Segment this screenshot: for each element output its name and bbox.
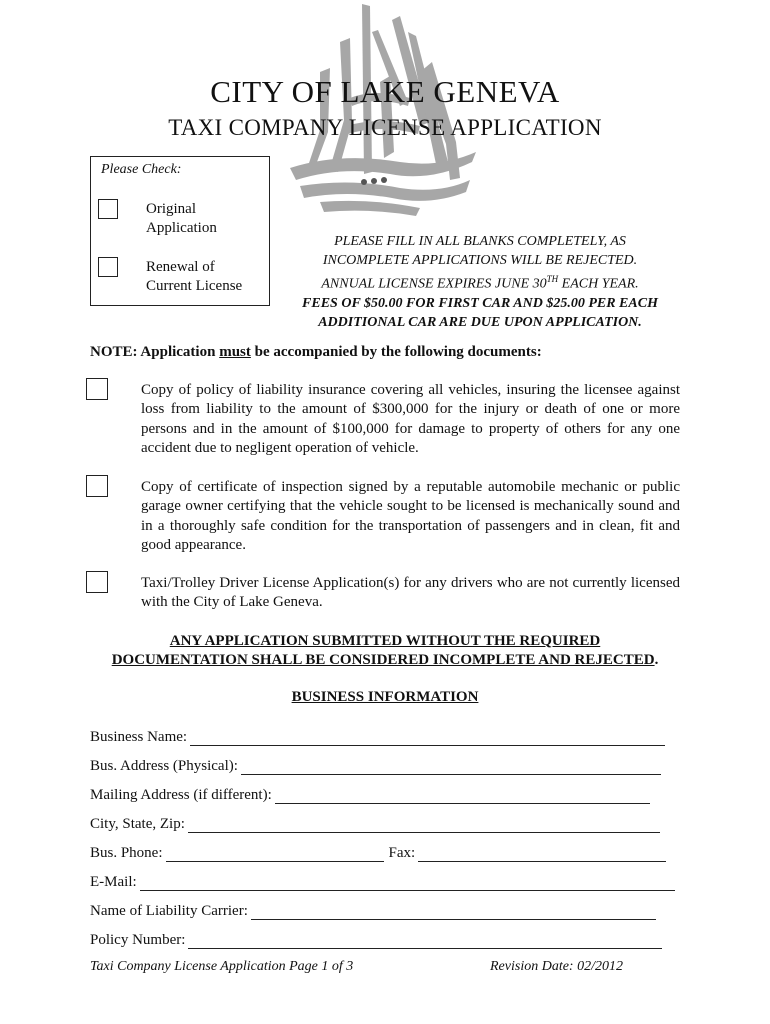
note-emphasis: must bbox=[219, 344, 251, 360]
email-row bbox=[90, 871, 675, 891]
renewal-label bbox=[146, 258, 242, 296]
notice-superscript: TH bbox=[546, 274, 559, 284]
option-line: Renewal of bbox=[146, 259, 215, 275]
notice-line: PLEASE FILL IN ALL BLANKS COMPLETELY, AS bbox=[334, 234, 626, 249]
mailing-address-field[interactable] bbox=[275, 788, 650, 804]
phone-label: Bus. Phone: bbox=[90, 845, 163, 861]
option-line: Original bbox=[146, 201, 196, 217]
business-info-title: BUSINESS INFORMATION bbox=[291, 689, 479, 705]
mailing-address-label: Mailing Address (if different): bbox=[90, 787, 272, 803]
email-field[interactable] bbox=[140, 875, 675, 891]
notice-text: EACH YEAR. bbox=[558, 276, 639, 292]
documents-note bbox=[90, 344, 542, 361]
physical-address-field[interactable] bbox=[241, 759, 661, 775]
liability-carrier-label: Name of Liability Carrier: bbox=[90, 903, 248, 919]
instructions-notice bbox=[280, 232, 680, 332]
warning-line bbox=[90, 651, 680, 670]
fee-line: ADDITIONAL CAR ARE DUE UPON APPLICATION. bbox=[318, 314, 642, 330]
panel-label: Please Check: bbox=[101, 162, 182, 177]
warning-period: . bbox=[654, 652, 659, 668]
city-title: CITY OF LAKE GENEVA bbox=[210, 74, 560, 109]
warning-line: ANY APPLICATION SUBMITTED WITHOUT THE REQUIRED bbox=[169, 633, 601, 649]
warning-text: DOCUMENTATION SHALL BE CONSIDERED INCOMPLETE AND REJECTED bbox=[111, 652, 655, 668]
city-state-zip-label: City, State, Zip: bbox=[90, 816, 185, 832]
physical-address-row bbox=[90, 755, 661, 775]
option-line: Application bbox=[146, 220, 217, 236]
phone-fax-row bbox=[90, 842, 666, 862]
notice-line: INCOMPLETE APPLICATIONS WILL BE REJECTED. bbox=[322, 253, 638, 268]
fax-field[interactable] bbox=[418, 846, 666, 862]
mailing-address-row bbox=[90, 784, 650, 804]
email-label: E-Mail: bbox=[90, 874, 137, 890]
policy-number-row bbox=[90, 929, 662, 949]
business-name-row bbox=[90, 726, 665, 746]
form-title: TAXI COMPANY LICENSE APPLICATION bbox=[168, 115, 602, 140]
fee-line: FEES OF $50.00 FOR FIRST CAR AND $25.00 PER EACH bbox=[302, 295, 658, 311]
driver-license-doc-checkbox[interactable] bbox=[86, 571, 108, 593]
original-application-label bbox=[146, 200, 217, 238]
driver-license-doc-text: Taxi/Trolley Driver License Application(s) for any drivers who are not currently licensed with the City of Lake Geneva. bbox=[141, 575, 680, 611]
city-state-zip-row bbox=[90, 813, 660, 833]
liability-carrier-field[interactable] bbox=[251, 904, 656, 920]
insurance-doc-checkbox[interactable] bbox=[86, 378, 108, 400]
policy-number-field[interactable] bbox=[188, 933, 662, 949]
inspection-doc-text: Copy of certificate of inspection signed by a reputable automobile mechanic or public garage owner certifying that the vehicle sought to be licensed is mechanically sound and in a thoroughly safe condition for the transportation of passengers and in clean, fit and good appearance. bbox=[141, 479, 680, 554]
notice-line bbox=[280, 270, 680, 294]
option-line: Current License bbox=[146, 278, 243, 294]
phone-field[interactable] bbox=[166, 846, 384, 862]
business-name-field[interactable] bbox=[190, 730, 665, 746]
policy-number-label: Policy Number: bbox=[90, 932, 186, 948]
note-text: be accompanied by the following documents: bbox=[250, 344, 542, 360]
note-text: NOTE: Application bbox=[90, 344, 220, 360]
physical-address-label: Bus. Address (Physical): bbox=[90, 758, 238, 774]
notice-text: ANNUAL LICENSE EXPIRES JUNE 30 bbox=[321, 276, 547, 292]
insurance-doc-text: Copy of policy of liability insurance covering all vehicles, insuring the licensee against loss from liability to the amount of $300,000 for the injury or death of one or more persons and in the amount of $100,000 for damage to property of others for any one accident due to negligent operation of vehicle. bbox=[141, 382, 680, 457]
footer-page-info: Taxi Company License Application Page 1 of 3 bbox=[90, 959, 354, 974]
fax-label: Fax: bbox=[388, 845, 416, 861]
application-type-panel bbox=[90, 156, 270, 306]
business-name-label: Business Name: bbox=[90, 729, 188, 745]
inspection-doc-checkbox[interactable] bbox=[86, 475, 108, 497]
city-state-zip-field[interactable] bbox=[188, 817, 660, 833]
original-application-checkbox[interactable] bbox=[98, 199, 118, 219]
incomplete-warning bbox=[90, 632, 680, 670]
renewal-checkbox[interactable] bbox=[98, 257, 118, 277]
footer-revision-date: Revision Date: 02/2012 bbox=[490, 959, 623, 974]
liability-carrier-row bbox=[90, 900, 656, 920]
